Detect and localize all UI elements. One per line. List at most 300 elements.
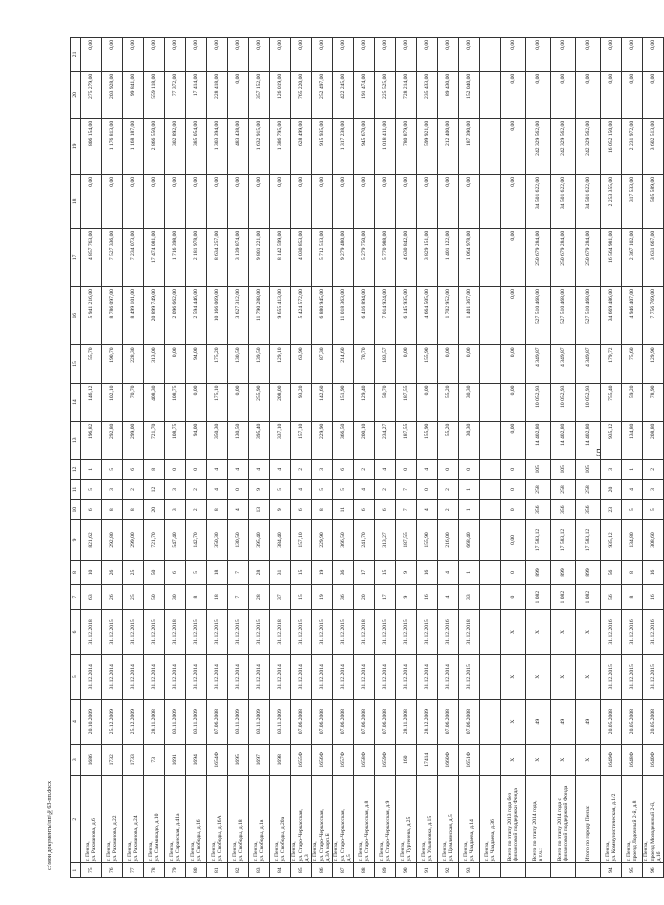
table-cell: 1 [459, 500, 480, 520]
column-number-19: 19 [71, 118, 81, 174]
table-cell: 292,80 [102, 520, 123, 560]
table-cell: 899 [526, 560, 551, 585]
table-cell: 31.12.2015 [228, 609, 249, 654]
table-cell: 31.12.2014 [333, 654, 354, 699]
table-cell [480, 560, 501, 585]
table-cell: 2 231 972,00 [622, 118, 643, 174]
table-cell: 0,00 [551, 38, 576, 72]
table-cell: 31.12.2015 [375, 609, 396, 654]
table-cell: 208,80 [643, 421, 664, 459]
table-cell: 1697 [249, 744, 270, 775]
table-row [186, 38, 207, 878]
table-cell: 15 [375, 560, 396, 585]
table-cell: 31.12.2015 [601, 654, 622, 699]
table-cell: 33 [459, 585, 480, 610]
table-row [643, 38, 664, 878]
table-cell [480, 38, 501, 72]
table-cell: 0,00 [501, 71, 526, 118]
table-cell: 93,20 [291, 383, 312, 421]
table-cell: 4 [438, 585, 459, 610]
table-cell: 16 [643, 585, 664, 610]
table-cell: 313,00 [144, 345, 165, 383]
table-cell: г. Пенза, проезд Лодочный 2-й, д.8 [622, 775, 643, 862]
table-cell: 422 245,00 [333, 71, 354, 118]
table-cell: 0,00 [417, 38, 438, 72]
table-cell: 20.05.2008 [601, 699, 622, 744]
table-cell: 31.12.2015 [207, 609, 228, 654]
table-cell [480, 609, 501, 654]
table-cell: 10 052,93 [551, 383, 576, 421]
table-cell: 31.12.2016 [438, 609, 459, 654]
table-cell: 126 019,00 [270, 71, 291, 118]
table-cell: 17 583,12 [576, 520, 601, 560]
table-cell: 142,70 [186, 520, 207, 560]
table-cell: г. Пенза, ул. Свободы, д.16 [186, 775, 207, 862]
table-cell [480, 174, 501, 228]
table-summary-row [501, 38, 526, 878]
table-cell: 49 [576, 699, 601, 744]
table-cell: 79 [165, 863, 186, 878]
table-cell: 2 367 102,00 [622, 228, 643, 286]
table-cell: 31.12.2015 [144, 609, 165, 654]
table-cell: 31.12.2015 [123, 609, 144, 654]
table-cell: 26 [102, 560, 123, 585]
column-number-5: 5 [71, 654, 81, 699]
table-cell: 255,90 [249, 383, 270, 421]
table-cell: 0,00 [438, 345, 459, 383]
table-cell: X [501, 744, 526, 775]
table-cell: 9 [396, 585, 417, 610]
table-cell: 14 402,80 [526, 421, 551, 459]
table-cell: 4 349,87 [526, 345, 551, 383]
table-cell: 4 [622, 479, 643, 499]
table-row [312, 38, 333, 878]
table-row [459, 38, 480, 878]
table-cell: 07.06.2008 [438, 699, 459, 744]
table-cell: 4 [228, 500, 249, 520]
table-cell: 3 627 312,00 [228, 287, 249, 345]
table-cell: 2 [643, 459, 664, 479]
table-cell: 1655Ф [291, 744, 312, 775]
table-cell: 155,90 [417, 345, 438, 383]
table-cell: 0,00 [576, 71, 601, 118]
table-cell: 483 438,00 [228, 118, 249, 174]
table-row [417, 38, 438, 878]
table-cell: 0 [501, 459, 526, 479]
column-number-16: 16 [71, 287, 81, 345]
table-cell: 1659Ф [375, 744, 396, 775]
table-cell: 366,50 [333, 520, 354, 560]
table-row [291, 38, 312, 878]
table-cell: 2 [186, 500, 207, 520]
table-cell: 78 [144, 863, 165, 878]
table-cell: 4 349,87 [576, 345, 601, 383]
table-cell: 157,10 [291, 520, 312, 560]
table-cell: 7 014 924,00 [375, 287, 396, 345]
table-cell: 31.12.2014 [186, 654, 207, 699]
table-cell: 17 414,00 [186, 71, 207, 118]
table-cell: 108,75 [165, 421, 186, 459]
table-cell: 139,50 [249, 345, 270, 383]
table-cell: 0,00 [270, 38, 291, 72]
table-cell: 0,00 [249, 38, 270, 72]
table-cell: 9 279 480,00 [333, 228, 354, 286]
table-cell: 1 317 238,00 [333, 118, 354, 174]
table-cell: 0,00 [459, 174, 480, 228]
table-cell: 0,00 [396, 174, 417, 228]
table-cell: 70,70 [354, 345, 375, 383]
table-cell: 7 [228, 560, 249, 585]
table-cell: 0,00 [526, 71, 551, 118]
table-cell: 356 [551, 500, 576, 520]
table-cell: г. Пенза, ул. Тургенева, д.25 [396, 775, 417, 862]
table-cell: 20.05.2008 [643, 699, 664, 744]
table-cell: 0 [165, 459, 186, 479]
table-cell: 07.06.2008 [312, 699, 333, 744]
table-cell: 31.12.2014 [438, 654, 459, 699]
table-cell: 5 [333, 479, 354, 499]
table-cell: 5 [643, 500, 664, 520]
table-cell: 15 [291, 560, 312, 585]
table-cell: 0,00 [622, 71, 643, 118]
table-cell: 17 583,12 [551, 520, 576, 560]
table-cell: 36 [333, 560, 354, 585]
table-cell: 34 669 486,00 [601, 287, 622, 345]
column-number-2: 2 [71, 775, 81, 862]
table-cell: 2 [186, 479, 207, 499]
page-number: 5 [596, 447, 602, 459]
table-cell: 91 [417, 863, 438, 878]
table-cell: 31.12.2014 [417, 654, 438, 699]
table-cell: 0,00 [375, 174, 396, 228]
table-cell: 25 [123, 560, 144, 585]
table-cell: 308,60 [643, 520, 664, 560]
table-row [102, 38, 123, 878]
table-cell: 28.11.2008 [144, 699, 165, 744]
table-cell: 105 [576, 459, 601, 479]
table-cell: 395,40 [249, 520, 270, 560]
table-cell: 356 [526, 500, 551, 520]
table-cell: 31.12.2018 [459, 609, 480, 654]
table-row [333, 38, 354, 878]
table-cell: 8 [207, 500, 228, 520]
table-cell: 0,00 [123, 174, 144, 228]
table-cell: 187,55 [396, 421, 417, 459]
table-cell: 0,00 [270, 174, 291, 228]
table-cell: 4 664 505,00 [417, 287, 438, 345]
table-row [601, 38, 622, 878]
table-cell: 1 064 978,00 [459, 228, 480, 286]
table-cell: 350,30 [207, 520, 228, 560]
table-cell: 7 756 769,00 [643, 287, 664, 345]
table-cell: 0,00 [417, 383, 438, 421]
table-cell: 4 349,87 [551, 345, 576, 383]
table-cell: 30 [165, 585, 186, 610]
table-cell: 599 921,00 [417, 118, 438, 174]
table-cell: г. Пенза, ул. Коммунистическая, д.1/2 [601, 775, 622, 862]
table-summary-row [551, 38, 576, 878]
table-cell: г. Пенза, ул. Свободы, д.20а [270, 775, 291, 862]
table-cell: 6 880 945,00 [312, 287, 333, 345]
table-cell: 252 497,00 [312, 71, 333, 118]
table-cell: 03.11.2009 [270, 699, 291, 744]
column-number-17: 17 [71, 228, 81, 286]
table-cell: 527 510 468,00 [526, 287, 551, 345]
table-cell: 292,80 [102, 421, 123, 459]
table-row [438, 38, 459, 878]
table-cell: 0,00 [81, 38, 102, 72]
table-cell: 935,12 [601, 421, 622, 459]
table-cell: 3 829 151,00 [417, 228, 438, 286]
table-cell: 1695 [228, 744, 249, 775]
table-cell: 50 [144, 560, 165, 585]
table-cell: 160 [396, 744, 417, 775]
table-cell: 229,90 [312, 421, 333, 459]
table-cell: 63 [81, 585, 102, 610]
table-cell: 241,70 [354, 520, 375, 560]
table-cell: 16 [643, 560, 664, 585]
table-cell: 84 [270, 863, 291, 878]
table-cell: 190,70 [102, 345, 123, 383]
table-cell: 81 [207, 863, 228, 878]
table-cell: 3 [312, 459, 333, 479]
table-summary-row [526, 38, 551, 878]
table-cell [480, 345, 501, 383]
table-cell: 4 857 763,00 [81, 228, 102, 286]
table-cell: 350,30 [207, 421, 228, 459]
table-cell: 31.12.2016 [601, 609, 622, 654]
table-cell: 03.11.2009 [249, 699, 270, 744]
table-row [622, 38, 643, 878]
table-cell: 31.12.2015 [312, 609, 333, 654]
table-cell: 0,00 [501, 421, 526, 459]
table-cell: 16 [417, 585, 438, 610]
column-number-4: 4 [71, 699, 81, 744]
table-cell: 85 [291, 863, 312, 878]
table-cell: 302 892,00 [165, 118, 186, 174]
table-cell: 20.05.2008 [622, 699, 643, 744]
table-cell: 212 400,00 [438, 118, 459, 174]
table-cell: 1658Ф [354, 744, 375, 775]
table-cell: г. Пенза, ул. Старо-Черкасская, д.3А корп.Б [312, 775, 333, 862]
table-cell: 1 386 795,00 [270, 118, 291, 174]
table-cell: 4 [375, 459, 396, 479]
table-cell: 0,00 [622, 38, 643, 72]
table-cell: 1657Ф [333, 744, 354, 775]
table-cell: 31.12.2014 [123, 654, 144, 699]
table-cell: 0,00 [417, 174, 438, 228]
table-cell: 31.12.2015 [622, 654, 643, 699]
table-cell [526, 863, 551, 878]
table-cell: 0,00 [526, 38, 551, 72]
table-row [375, 38, 396, 878]
table-cell: 07.06.2008 [291, 699, 312, 744]
table-cell: 20 [354, 585, 375, 610]
table-cell: г. Пенза, ул. Рахманова, д.6 [81, 775, 102, 862]
table-cell: 50 [144, 585, 165, 610]
table-cell: 5 712 513,00 [312, 228, 333, 286]
table-cell: 275 279,00 [81, 71, 102, 118]
table-cell: 755,40 [601, 383, 622, 421]
table-cell: 0,00 [291, 174, 312, 228]
table-cell: 0 [501, 585, 526, 610]
table-cell: 4 030 853,00 [291, 228, 312, 286]
table-cell: Итого по городу Пенза: [576, 775, 601, 862]
table-cell: 8 [622, 560, 643, 585]
table-cell: 242 329 562,00 [526, 118, 551, 174]
table-cell: 5 [270, 479, 291, 499]
table-cell: 6 [354, 500, 375, 520]
table-cell: 12 [144, 479, 165, 499]
table-cell: 527 510 468,00 [576, 287, 601, 345]
column-number-12: 12 [71, 459, 81, 479]
table-cell: 9 [249, 479, 270, 499]
table-cell [480, 699, 501, 744]
table-cell: 721,70 [144, 421, 165, 459]
table-cell: 1 [81, 459, 102, 479]
table-cell: X [576, 654, 601, 699]
table-cell: 31.12.2015 [396, 609, 417, 654]
table-cell: 5 [102, 459, 123, 479]
table-cell: 317 533,00 [622, 174, 643, 228]
table-cell: 94,00 [186, 421, 207, 459]
table-cell: г. Пенза, ул. Старо-Черкасская, д.3 [291, 775, 312, 862]
table-cell: 20 [144, 500, 165, 520]
table-cell: 2 [291, 459, 312, 479]
table-cell [480, 383, 501, 421]
table-cell: 95 [622, 863, 643, 878]
table-cell: 0,00 [501, 38, 526, 72]
table-cell: 0 [501, 479, 526, 499]
table-cell: 357 152,00 [249, 71, 270, 118]
table-cell: Всего по этапу 2013 года без финансовой поддержки Фонда [501, 775, 526, 862]
table-cell: 89 430,00 [438, 71, 459, 118]
table-cell: 31.12.2014 [165, 654, 186, 699]
table-cell: 70,70 [123, 383, 144, 421]
table-row [144, 38, 165, 878]
table-cell: 806 154,00 [81, 118, 102, 174]
table-cell: 19 [312, 585, 333, 610]
table-cell: 11 018 363,00 [333, 287, 354, 345]
table-cell: 0,00 [123, 38, 144, 72]
table-cell: 6 145 935,00 [396, 287, 417, 345]
table-cell: 242 329 562,00 [576, 118, 601, 174]
table-cell: 9 655 413,00 [270, 287, 291, 345]
column-number-15: 15 [71, 345, 81, 383]
table-cell: 0,00 [375, 38, 396, 72]
table-cell: 559 118,00 [144, 71, 165, 118]
table-cell: 0,00 [333, 174, 354, 228]
table-cell: 87 [333, 863, 354, 878]
table-cell: 945 670,00 [354, 118, 375, 174]
table-cell: 1 716 398,00 [165, 228, 186, 286]
table-cell: 915 935,00 [312, 118, 333, 174]
table-cell: 203 928,00 [102, 71, 123, 118]
table-cell: 505 589,00 [643, 174, 664, 228]
table-cell: 0,00 [459, 345, 480, 383]
column-number-6: 6 [71, 609, 81, 654]
column-number-3: 3 [71, 744, 81, 775]
table-cell: 0,00 [501, 118, 526, 174]
table-cell: 102,10 [102, 383, 123, 421]
table-cell: 26 [102, 585, 123, 610]
table-cell [480, 863, 501, 878]
table-cell: 25.12.2009 [102, 699, 123, 744]
table-cell: 0,00 [396, 38, 417, 72]
table-cell: 78,90 [643, 383, 664, 421]
table-cell: 2 [438, 479, 459, 499]
table-cell [480, 118, 501, 174]
table-cell: 92 [438, 863, 459, 878]
table-cell: 10 166 069,00 [207, 287, 228, 345]
table-cell: 16 052 150,00 [601, 118, 622, 174]
table-cell: 31.12.2014 [291, 654, 312, 699]
table-cell: 214,60 [333, 345, 354, 383]
table-cell: 0,00 [501, 383, 526, 421]
table-cell: 3 [643, 479, 664, 499]
table-cell: 1640Ф [643, 744, 664, 775]
table-cell: 8 [123, 500, 144, 520]
table-cell [576, 863, 601, 878]
table-cell: 59,20 [622, 383, 643, 421]
table-row [165, 38, 186, 878]
table-cell: 17414 [417, 744, 438, 775]
column-number-18: 18 [71, 174, 81, 228]
table-cell: 146,12 [81, 383, 102, 421]
table-cell: 0 [438, 459, 459, 479]
table-cell: 31.12.2018 [354, 609, 375, 654]
table-cell: 75 [81, 863, 102, 878]
table-cell: 16 [417, 560, 438, 585]
table-cell: 0,00 [165, 38, 186, 72]
table-cell: 1733 [123, 744, 144, 775]
table-cell: 0,00 [228, 38, 249, 72]
table-cell: 82 [228, 863, 249, 878]
table-cell: 0,00 [228, 383, 249, 421]
table-cell: 31.12.2016 [622, 609, 643, 654]
table-cell: 105 [526, 459, 551, 479]
table-cell: 8 [144, 459, 165, 479]
table-cell: 1691 [165, 744, 186, 775]
table-cell: 5 [81, 479, 102, 499]
table-cell: 2 253 355,00 [601, 174, 622, 228]
table-cell: 89 [375, 863, 396, 878]
column-number-20: 20 [71, 71, 81, 118]
table-cell: 4 [270, 459, 291, 479]
table-cell: г. Пенза, ул. Свободы, д.16А [207, 775, 228, 862]
table-cell: 19 [312, 560, 333, 585]
table-cell: 96 [643, 863, 664, 878]
table-cell: X [526, 654, 551, 699]
table-cell: 1 176 813,00 [102, 118, 123, 174]
table-cell: 07.06.2008 [459, 699, 480, 744]
table-cell: 129,40 [354, 383, 375, 421]
table-cell: X [551, 609, 576, 654]
table-cell: 8 142 599,00 [270, 228, 291, 286]
table-cell: 152 040,00 [459, 71, 480, 118]
table-cell: 25 [123, 585, 144, 610]
table-cell: 225 525,00 [375, 71, 396, 118]
table-cell: 17 [354, 560, 375, 585]
table-cell [551, 863, 576, 878]
table-cell: 234,27 [375, 421, 396, 459]
table-cell: 628 499,00 [291, 118, 312, 174]
table-cell: 31.12.2014 [144, 654, 165, 699]
table-cell: 14 402,80 [576, 421, 601, 459]
table-cell: 83 [249, 863, 270, 878]
table-cell: 1 632 915,00 [249, 118, 270, 174]
table-cell: 395,40 [249, 421, 270, 459]
